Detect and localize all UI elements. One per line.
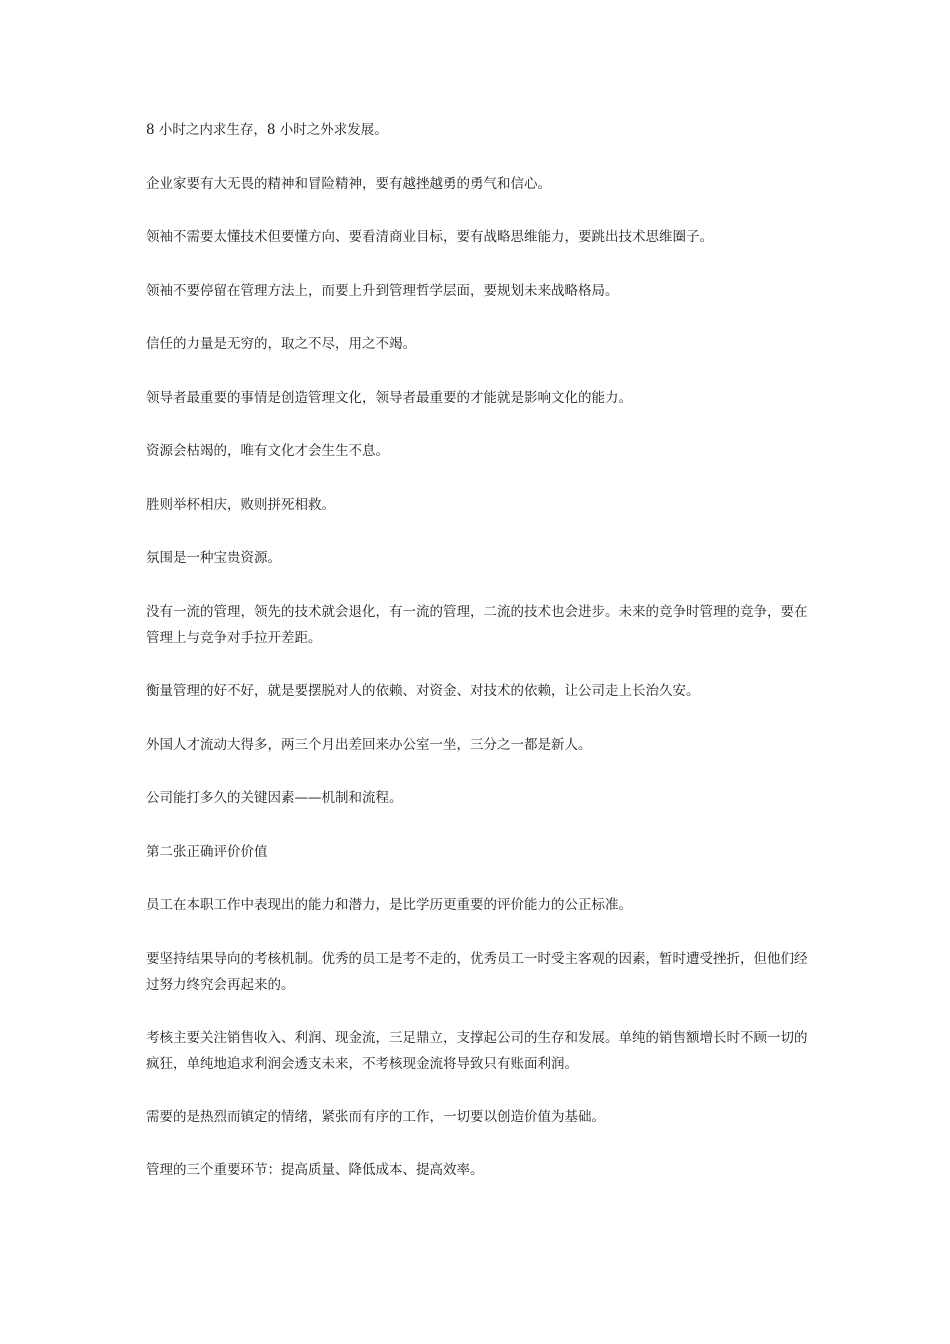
paragraph-6: 领导者最重要的事情是创造管理文化，领导者最重要的才能就是影响文化的能力。: [146, 390, 632, 406]
paragraph-2: 企业家要有大无畏的精神和冒险精神，要有越挫越勇的勇气和信心。: [146, 176, 551, 192]
paragraph-9: 氛围是一种宝贵资源。: [146, 550, 281, 566]
paragraph-19: 管理的三个重要环节：提高质量、降低成本、提高效率。: [146, 1162, 484, 1178]
paragraph-13: 公司能打多久的关键因素——机制和流程。: [146, 790, 403, 806]
paragraph-4: 领袖不要停留在管理方法上，而要上升到管理哲学层面，要规划未来战略格局。: [146, 283, 619, 299]
paragraph-7: 资源会枯竭的，唯有文化才会生生不息。: [146, 443, 389, 459]
paragraph-16: 要坚持结果导向的考核机制。优秀的员工是考不走的，优秀员工一时受主客观的因素，暂时遭受挫折，但他们经过努力终究会再起来的。: [146, 951, 808, 993]
paragraph-12: 外国人才流动大得多，两三个月出差回来办公室一坐，三分之一都是新人。: [146, 737, 592, 753]
paragraph-5: 信任的力量是无穷的，取之不尽，用之不竭。: [146, 336, 416, 352]
paragraph-1: 8 小时之内求生存，8 小时之外求发展。: [146, 122, 388, 138]
paragraph-3: 领袖不需要太懂技术但要懂方向、要看清商业目标，要有战略思维能力，要跳出技术思维圈子。: [146, 229, 713, 245]
paragraph-17: 考核主要关注销售收入、利润、现金流，三足鼎立，支撑起公司的生存和发展。单纯的销售额增长时不顾一切的疯狂，单纯地追求利润会透支未来，不考核现金流将导致只有账面利润。: [146, 1030, 808, 1072]
paragraph-15: 员工在本职工作中表现出的能力和潜力，是比学历更重要的评价能力的公正标准。: [146, 897, 632, 913]
section-heading: 第二张正确评价价值: [146, 844, 268, 860]
paragraph-18: 需要的是热烈而镇定的情绪，紧张而有序的工作，一切要以创造价值为基础。: [146, 1109, 605, 1125]
paragraph-11: 衡量管理的好不好，就是要摆脱对人的依赖、对资金、对技术的依赖，让公司走上长治久安。: [146, 683, 700, 699]
paragraph-10: 没有一流的管理，领先的技术就会退化，有一流的管理，二流的技术也会进步。未来的竞争时管理的竞争，要在管理上与竞争对手拉开差距。: [146, 604, 808, 646]
paragraph-8: 胜则举杯相庆，败则拼死相救。: [146, 497, 335, 513]
